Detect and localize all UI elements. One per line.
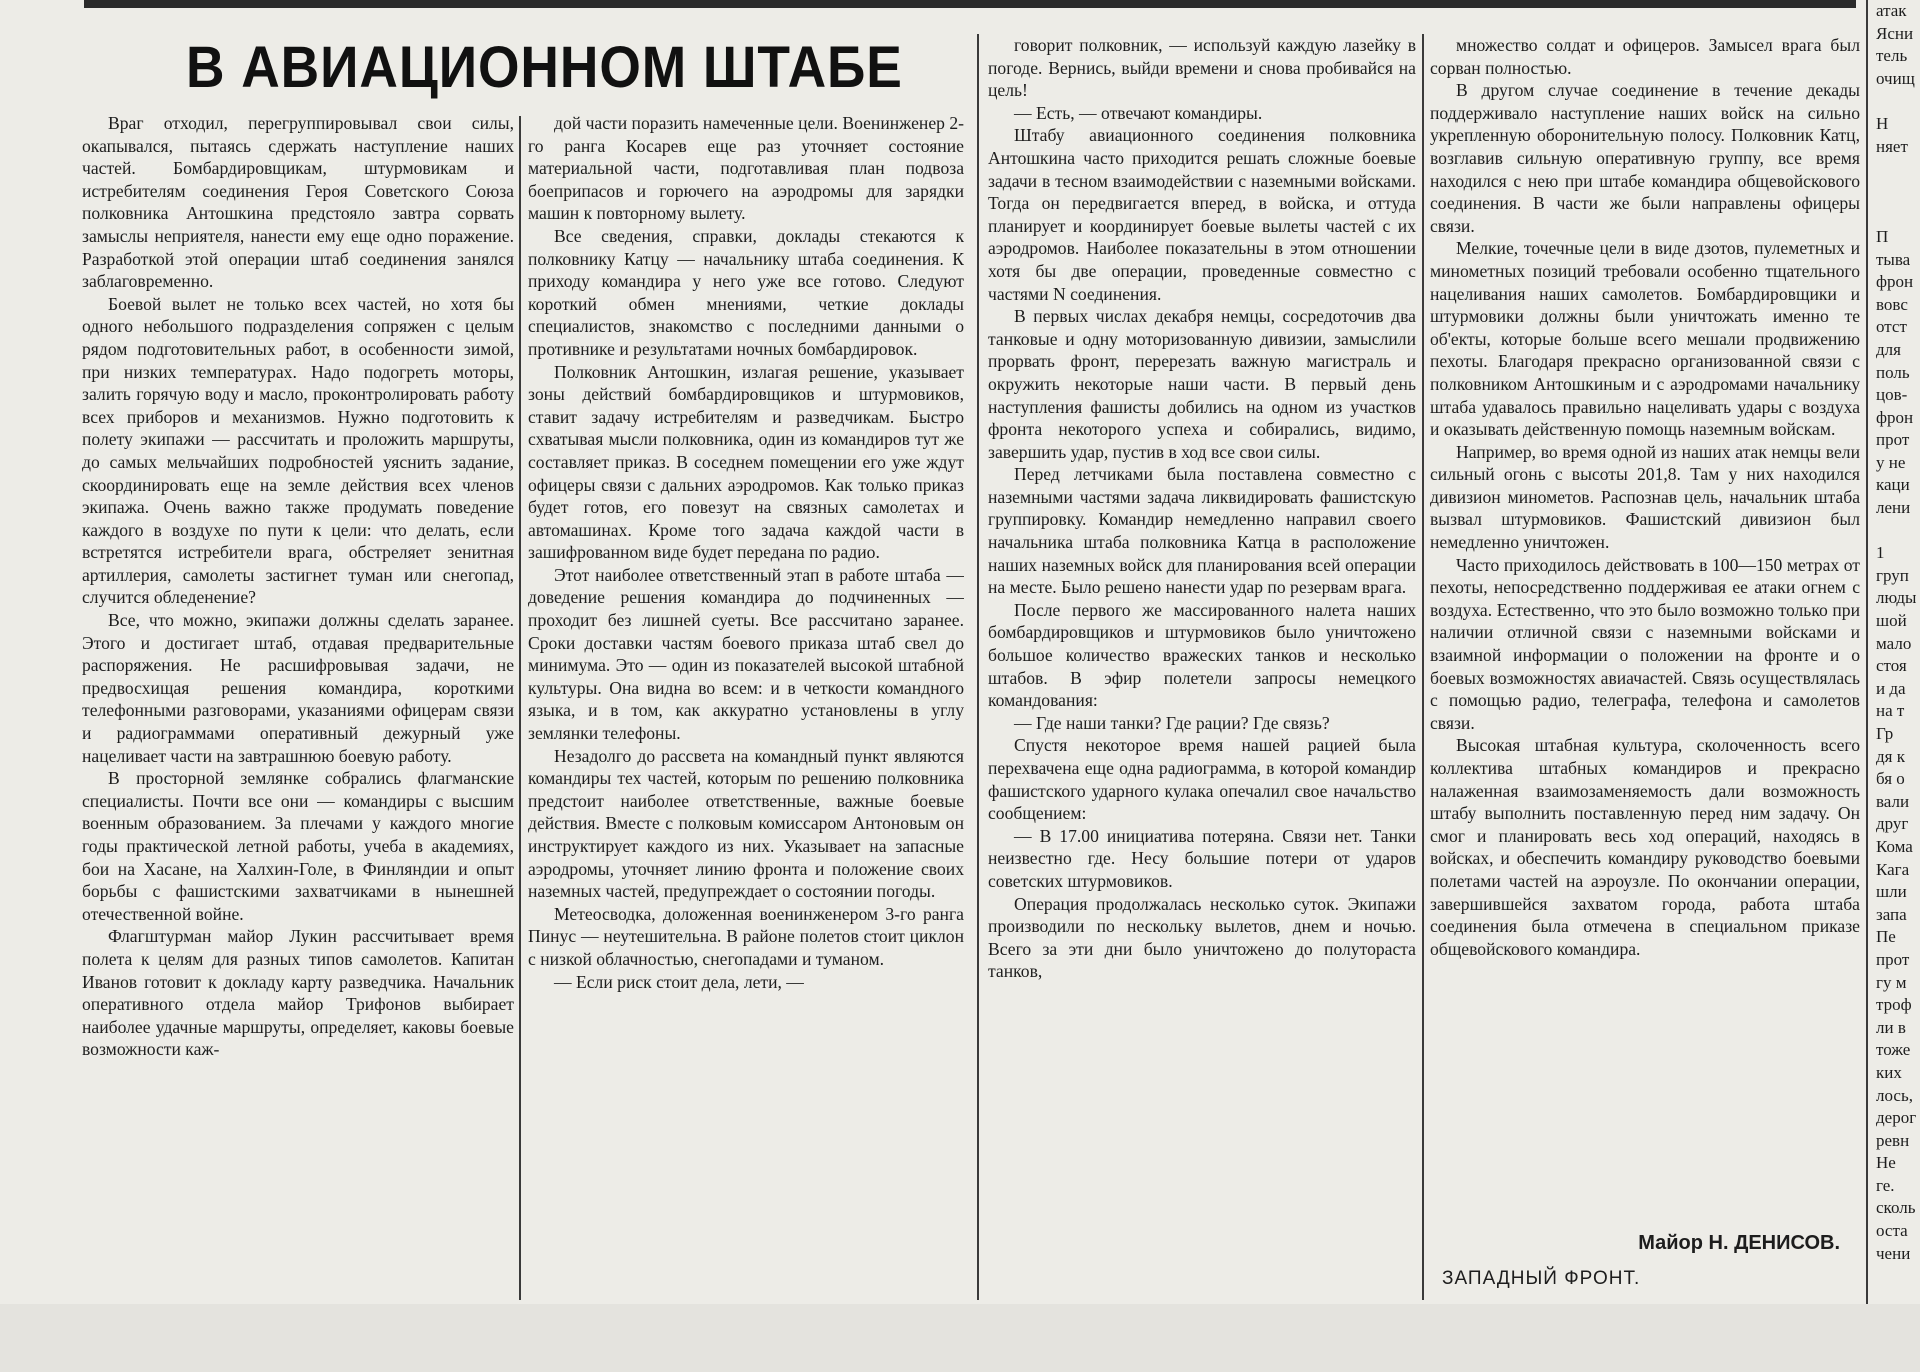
adjacent-text-fragment: отст — [1876, 317, 1907, 337]
paragraph: Мелкие, точечные цели в виде дзотов, пулеметных и минометных позиций требовали особенно тщательного нацеливания наших самолетов. Бомбардировщики и штурмовики должны были уничтожать именно те об'екты, которые больше всего мешали продвижению пехоты. Благодаря прекрасно организованной связи с полковником Антошкиным и с аэродромами начальнику штаба удавалось правильно нацеливать удары с воздуха и оказывать действенную помощь наземным войскам. — [1430, 238, 1860, 440]
paragraph: говорит полковник, — используй каждую лазейку в погоде. Вернись, выйди времени и снова пробивайся на цель! — [988, 35, 1416, 101]
adjacent-text-fragment — [1876, 181, 1920, 204]
paragraph: Высокая штабная культура, сколоченность всего коллектива штабных командиров и прекрасно налаженная взаимозаменяемость дали возможность штабу выполнить поставленную перед ним задачу. Он смог и планировать весь ход операций, находясь в войсках, и обеспечить командиру руководство боевыми полетами частей на аэроузле. По окончании операции, завершившейся захватом города, работа штаба соединения была отмечена в специальном приказе общевойскового командира. — [1430, 735, 1860, 959]
paragraph: — В 17.00 инициатива потеряна. Связи нет. Танки неизвестно где. Несу большие потери от ударов советских штурмовиков. — [988, 825, 1416, 891]
paragraph: Часто приходилось действовать в 100—150 метрах от пехоты, непосредственно поддерживая ее атаки огнем с воздуха. Естественно, что это было возможно только при наличии отличной связи с наземными войсками и взаимной информации о положении на фронте и о боевых возможностях авиачастей. Связь осуществлялась с помощью радио, телеграфа, телефона и самолетов связи. — [1430, 554, 1860, 733]
paragraph: Незадолго до рассвета на командный пункт являются командиры тех частей, которым по решению полковника предстоит наиболее ответственные, важные боевые действия. Вместе с полковым комиссаром Антоновым он инструктирует каждого из них. Указывает на запасные аэродромы, уточняет линию фронта и положение своих наземных частей, предупреждает о состоянии погоды. — [528, 745, 964, 902]
adjacent-text-fragment: сколь — [1876, 1198, 1916, 1218]
adjacent-text-fragment: каци — [1876, 475, 1910, 495]
paragraph: Боевой вылет не только всех частей, но хотя бы одного небольшого подразделения сопряжен с целым рядом подготовительных работ, в особенности зимой, при низких температурах. Надо подогреть моторы, залить горячую воду и масло, проконтролировать работу всех приборов и механизмов. Нужно подготовить к полету экипажи — рассчитать и проложить маршруты, до самых мельчайших подробностей уяснить задание, скоординировать еще на земле действия всех членов экипажа. Очень важно также продумать поведение каждого в воздухе по пути к цели: что делать, если встретятся истребители врага, обстреляет зенитная артиллерия, самолеты застигнет туман или снегопад, случится обледенение? — [82, 293, 514, 608]
adjacent-text-fragment: гу м — [1876, 972, 1907, 992]
adjacent-text-fragment: стоя — [1876, 656, 1907, 676]
paragraph: Штабу авиационного соединения полковника Антошкина часто приходится решать сложные боевые задачи в тесном взаимодействии с наземными войсками. Тогда он передвигается вперед, в войска, и оттуда планирует и координирует боевые вылеты частей с их аэродромов. Наиболее показательны в этом отношении хотя бы две операции, проведенные совместно с частями N соединения. — [988, 125, 1416, 304]
adjacent-text-fragment: чени — [1876, 1243, 1911, 1263]
paragraph: Враг отходил, перегруппировывал свои силы, окапывался, пытаясь сдержать наступление наших частей. Бомбардировщикам, штурмовикам и истребителям соединения Героя Советского Союза полковника Антошкина предстояло завтра сорвать замыслы неприятеля, нанести ему еще одно поражение. Разработкой этой операции штаб соединения занялся заблаговременно. — [82, 113, 514, 292]
column-divider — [977, 34, 979, 1300]
dateline: ЗАПАДНЫЙ ФРОНТ. — [1442, 1268, 1641, 1289]
adjacent-text-fragment: дя к — [1876, 746, 1905, 766]
paragraph: Спустя некоторое время нашей рацией была перехвачена еще одна радиограмма, в которой командир фашистского ударного кулака опечалил свое начальство сообщением: — [988, 735, 1416, 824]
column-divider — [1422, 34, 1424, 1300]
paragraph: В другом случае соединение в течение декады поддерживало наступление наших войск на сильно укрепленную оборонительную полосу. Полковник Катц, возглавив сильную оперативную группу, все время находился с нею при штабе командира общевойскового соединения. В части же были направлены офицеры связи. — [1430, 80, 1860, 236]
adjacent-text-fragment: тыва — [1876, 249, 1911, 269]
article-column-4 — [1430, 34, 1860, 1224]
adjacent-text-fragment: очищ — [1876, 68, 1915, 88]
adjacent-text-fragment: запа — [1876, 904, 1907, 924]
paragraph: Перед летчиками была поставлена совместно с наземными частями задача ликвидировать фашистскую группировку. Командир немедленно направил своего начальника штаба полковника Катца в расположение наших наземных войск для планирования всей операции на месте. Было решено нанести удар по резервам врага. — [988, 464, 1416, 598]
adjacent-text-fragment: ких — [1876, 1062, 1902, 1082]
adjacent-text-fragment: троф — [1876, 995, 1912, 1015]
article-column-1 — [82, 112, 514, 1302]
adjacent-text-fragment — [1876, 203, 1920, 226]
paragraph: Операция продолжалась несколько суток. Экипажи производили по нескольку вылетов, днем и ночью. Всего за эти дни было уничтожено до полутораста танков, — [988, 893, 1416, 982]
paragraph: — Где наши танки? Где рации? Где связь? — [1014, 712, 1330, 733]
adjacent-text-fragment: ге. — [1876, 1175, 1895, 1195]
adjacent-text-fragment: оста — [1876, 1221, 1908, 1241]
author-signature: Майор Н. ДЕНИСОВ. — [1638, 1232, 1840, 1254]
adjacent-text-fragment: для — [1876, 339, 1901, 359]
adjacent-text-fragment: фрон — [1876, 407, 1914, 427]
paragraph: Флагштурман майор Лукин рассчитывает время полета к целям для разных типов самолетов. Капитан Иванов готовит к докладу карту разведчика. Начальник оперативного отдела майор Трифонов выбирает наиболее удачные маршруты, определяет, каковы боевые возможности каж- — [82, 926, 514, 1060]
adjacent-text-fragment: груп — [1876, 565, 1909, 585]
adjacent-text-fragment: Пе — [1876, 927, 1896, 947]
adjacent-text-fragment: на т — [1876, 701, 1905, 721]
adjacent-text-fragment: тоже — [1876, 1040, 1911, 1060]
paragraph: Все сведения, справки, доклады стекаются к полковнику Катцу — начальнику штаба соединения. К приходу командира у него уже все готово. Следуют короткий обмен мнениями, четкие доклады специалистов, знакомство с последними данными о противнике и результатами ночных бомбардировок. — [528, 225, 964, 359]
adjacent-text-fragment: Кага — [1876, 859, 1910, 879]
paragraph: дой части поразить намеченные цели. Военинженер 2-го ранга Косарев еще раз уточняет состояние материальной части, подготавливая план подвоза боеприпасов и горючего на аэродромы для зарядки машин к повторному вылету. — [528, 113, 964, 224]
top-border-rule — [84, 0, 1856, 8]
adjacent-article-column — [1876, 0, 1920, 1330]
adjacent-text-fragment: Не — [1876, 1153, 1896, 1173]
paragraph: В первых числах декабря немцы, сосредоточив два танковые и одну моторизованную дивизии, замыслили прорвать фронт, перерезать важную магистраль и окружить некоторые наши части. В первый день наступления фашисты добились на одном из участков фронта некоторого успеха и собирались, видимо, завершить удар, пустив в ход все свои силы. — [988, 306, 1416, 462]
adjacent-text-fragment: люды — [1876, 588, 1917, 608]
paragraph: — Если риск стоит дела, лети, — — [554, 971, 804, 992]
adjacent-text-fragment: друг — [1876, 814, 1909, 834]
article-column-2 — [528, 112, 964, 1302]
adjacent-text-fragment: П — [1876, 226, 1889, 246]
adjacent-text-fragment: Ясни — [1876, 23, 1914, 43]
article-column-3 — [988, 34, 1416, 1302]
adjacent-text-fragment: и да — [1876, 678, 1906, 698]
adjacent-text-fragment: у не — [1876, 452, 1906, 472]
paragraph: В просторной землянке собрались флагманские специалисты. Почти все они — командиры с высшим военным образованием. За плечами у каждого многие годы практической летной работы, учеба в академиях, бои на Хасане, на Халхин-Голе, в Финляндии и опыт борьбы с фашистскими захватчиками в нынешней отечественной войне. — [82, 768, 514, 924]
adjacent-text-fragment: цов- — [1876, 385, 1908, 405]
adjacent-text-fragment: фрон — [1876, 272, 1914, 292]
page-bottom-margin — [0, 1304, 1920, 1372]
adjacent-text-fragment: ревн — [1876, 1130, 1910, 1150]
paragraph: После первого же массированного налета наших бомбардировщиков и штурмовиков было уничтожено большое количество вражеских танков и несколько штабов. В эфир полетели запросы немецкого командования: — [988, 599, 1416, 711]
adjacent-text-fragment: бя о — [1876, 769, 1905, 789]
adjacent-text-fragment: лени — [1876, 498, 1911, 518]
column-divider — [519, 116, 521, 1300]
adjacent-text-fragment: ли в — [1876, 1017, 1906, 1037]
paragraph: Метеосводка, доложенная военинженером 3-го ранга Пинус — неутешительна. В районе полетов стоит циклон с низкой облачностью, снегопадами и туманом. — [528, 903, 964, 969]
adjacent-text-fragment: прот — [1876, 949, 1910, 969]
adjacent-text-fragment: вали — [1876, 791, 1910, 811]
adjacent-text-fragment — [1876, 158, 1920, 181]
column-divider — [1866, 0, 1868, 1330]
adjacent-text-fragment: тель — [1876, 46, 1908, 66]
article-headline: В АВИАЦИОННОМ ШТАБЕ — [186, 35, 903, 100]
adjacent-text-fragment: Гр — [1876, 724, 1894, 743]
adjacent-text-fragment: 1 — [1876, 543, 1885, 563]
adjacent-text-fragment: шой — [1876, 611, 1907, 631]
adjacent-text-fragment: прот — [1876, 430, 1910, 450]
adjacent-text-fragment: поль — [1876, 362, 1910, 382]
adjacent-text-fragment: Н — [1876, 113, 1889, 133]
adjacent-text-fragment — [1876, 90, 1920, 113]
paragraph: множество солдат и офицеров. Замысел врага был сорван полностью. — [1430, 35, 1860, 78]
adjacent-text-fragment: вовс — [1876, 294, 1908, 314]
adjacent-text-fragment: шли — [1876, 882, 1907, 902]
adjacent-text-fragment: Кома — [1876, 836, 1913, 856]
adjacent-text-fragment: дерог — [1876, 1108, 1917, 1128]
paragraph: Этот наиболее ответственный этап в работе штаба — доведение решения командира до подчиненных — проходит без лишней суеты. Все рассчитано заранее. Сроки доставки частям боевого приказа штаб свел до минимума. Это — один из показателей высокой штабной культуры. Она видна во всем: и в четкости командного языка, и в том, как аккуратно установлены в углу землянки телефоны. — [528, 564, 964, 744]
adjacent-text-fragment: атак — [1876, 1, 1907, 20]
adjacent-text-fragment: лось, — [1876, 1085, 1913, 1105]
adjacent-text-fragment: мало — [1876, 633, 1912, 653]
paragraph: Например, во время одной из наших атак немцы вели сильный огонь с высоты 201,8. Там у них находился дивизион минометов. Распознав цель, начальник штаба вызвал штурмовиков. Фашистский дивизион был немедленно уничтожен. — [1430, 441, 1860, 553]
adjacent-text-fragment: няет — [1876, 136, 1908, 156]
paragraph: Полковник Антошкин, излагая решение, указывает зоны действий бомбардировщиков и штурмовиков, ставит задачу истребителям и разведчикам. Быстро схватывая мысли полковника, один из командиров тут же составляет приказ. В соседнем помещении его уже ждут офицеры связи с дальних аэродромов. Как только приказ будет готов, его повезут на связных самолетах и автомашинах. Кроме того задача каждой части в зашифрованном виде будет передана по радио. — [528, 361, 964, 563]
adjacent-text-fragment — [1876, 520, 1920, 543]
paragraph: Все, что можно, экипажи должны сделать заранее. Этого и достигает штаб, отдавая предварительные распоряжения. Не расшифровывая задачи, не предвосхищая решения командира, короткими телефонными разговорами, указаниями офицерам связи и радиограммами оперативный дежурный уже нацеливает части на завтрашнюю боевую работу. — [82, 610, 514, 766]
paragraph: — Есть, — отвечают командиры. — [1014, 102, 1263, 123]
